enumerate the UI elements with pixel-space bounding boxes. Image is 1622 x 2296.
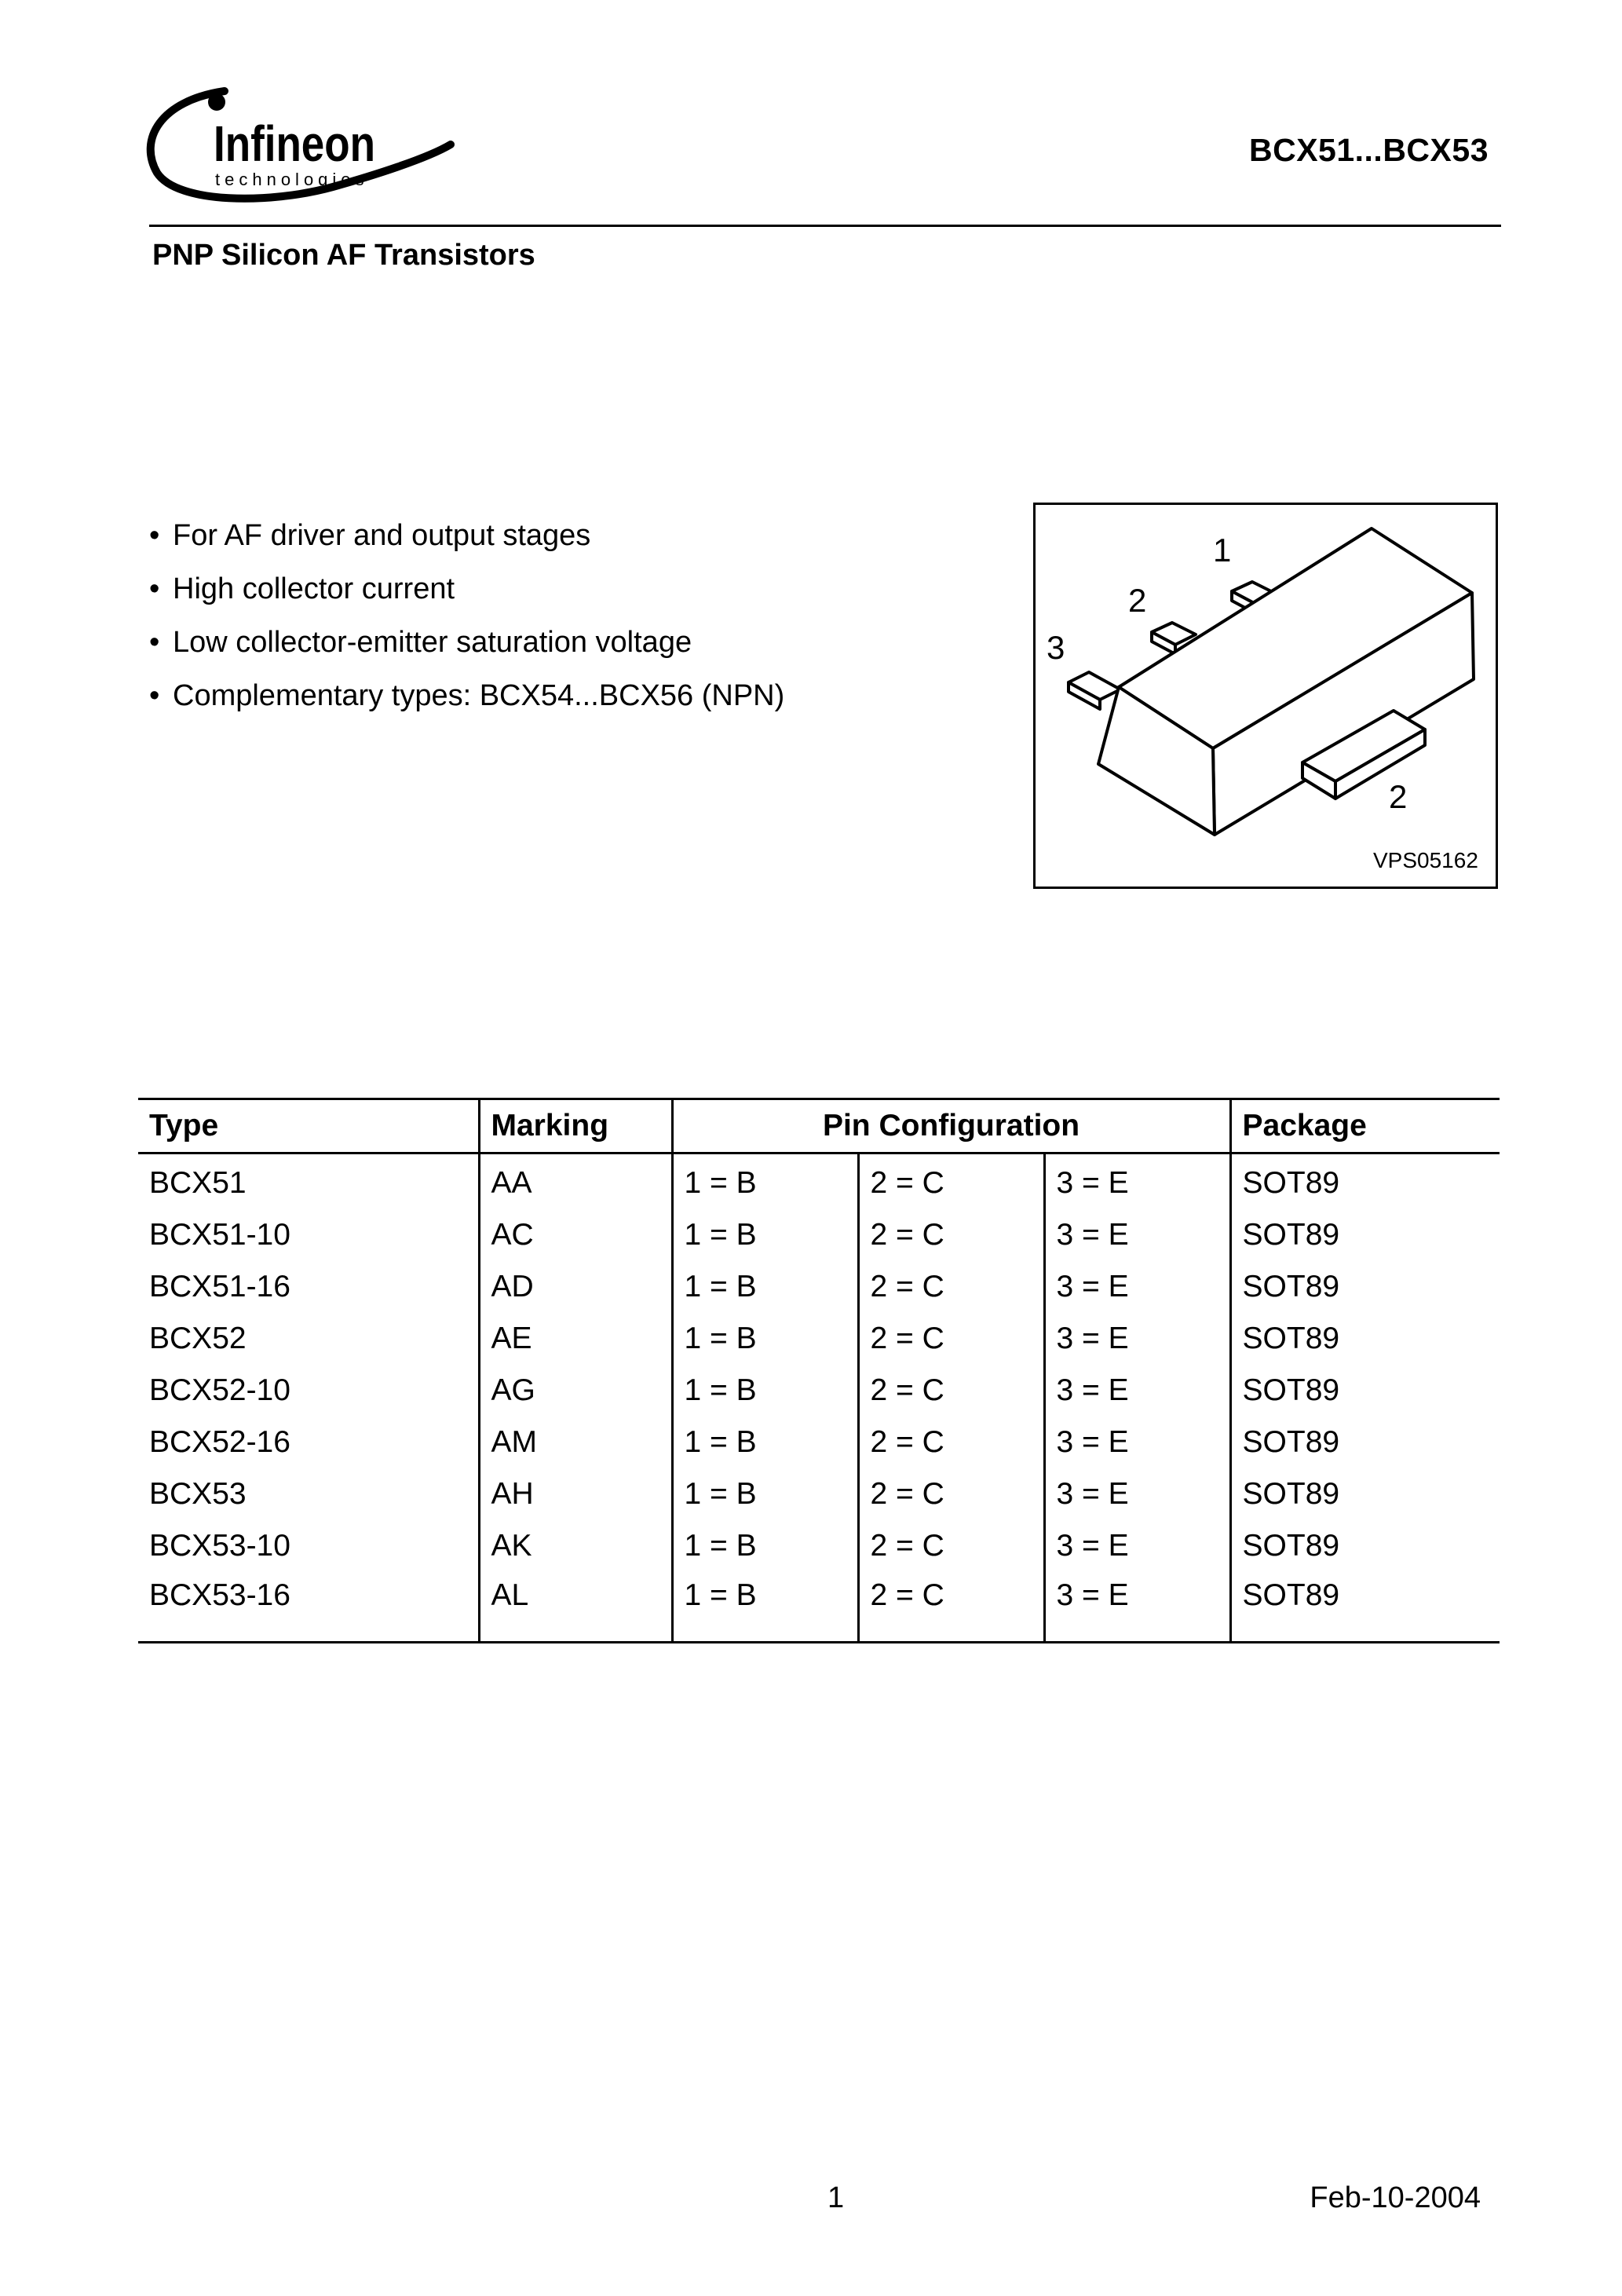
table-row: BCX52-16 AM 1 = B 2 = C 3 = E SOT89 — [138, 1417, 1500, 1468]
document-subtitle: PNP Silicon AF Transistors — [152, 239, 535, 272]
table-row: BCX52-10 AG 1 = B 2 = C 3 = E SOT89 — [138, 1365, 1500, 1417]
document-date: Feb-10-2004 — [1310, 2181, 1481, 2214]
infineon-logo — [137, 85, 466, 210]
table-row: BCX53-16 AL 1 = B 2 = C 3 = E SOT89 — [138, 1572, 1500, 1643]
pin-label: 1 — [1213, 532, 1232, 569]
figure-code: VPS05162 — [1373, 848, 1478, 872]
pin-label: 2 — [1389, 778, 1408, 815]
pin-label: 3 — [1047, 629, 1065, 666]
bullet-icon: • — [149, 519, 160, 552]
sot89-package-drawing — [1036, 505, 1500, 891]
table-row: BCX51-16 AD 1 = B 2 = C 3 = E SOT89 — [138, 1261, 1500, 1313]
document-title: BCX51...BCX53 — [1248, 132, 1489, 168]
header-divider — [149, 225, 1501, 227]
logo-tagline: technologies — [215, 170, 369, 189]
table-row: BCX53 AH 1 = B 2 = C 3 = E SOT89 — [138, 1468, 1500, 1520]
header-pin-configuration: Pin Configuration — [672, 1099, 1230, 1153]
feature-list — [149, 509, 784, 722]
table-row: BCX51 AA 1 = B 2 = C 3 = E SOT89 — [138, 1153, 1500, 1210]
table-row: BCX51-10 AC 1 = B 2 = C 3 = E SOT89 — [138, 1209, 1500, 1261]
bullet-icon: • — [149, 572, 160, 605]
header-type: Type — [138, 1099, 479, 1153]
bullet-icon: • — [149, 679, 160, 712]
header-package: Package — [1230, 1099, 1500, 1153]
feature-item: • Low collector-emitter saturation voltage — [149, 616, 784, 669]
ordering-table — [138, 1098, 1500, 1643]
table-header-row — [138, 1099, 1500, 1153]
feature-item: • High collector current — [149, 562, 784, 616]
package-figure — [1033, 503, 1498, 889]
bullet-icon: • — [149, 626, 160, 659]
header-marking: Marking — [479, 1099, 672, 1153]
logo-brand: Infineon — [214, 115, 375, 172]
page-number: 1 — [827, 2181, 845, 2214]
feature-item: • Complementary types: BCX54...BCX56 (NPN) — [149, 669, 784, 722]
table-row: BCX52 AE 1 = B 2 = C 3 = E SOT89 — [138, 1313, 1500, 1365]
table-row: BCX53-10 AK 1 = B 2 = C 3 = E SOT89 — [138, 1520, 1500, 1572]
pin-label: 2 — [1128, 582, 1147, 619]
feature-item: • For AF driver and output stages — [149, 509, 784, 562]
